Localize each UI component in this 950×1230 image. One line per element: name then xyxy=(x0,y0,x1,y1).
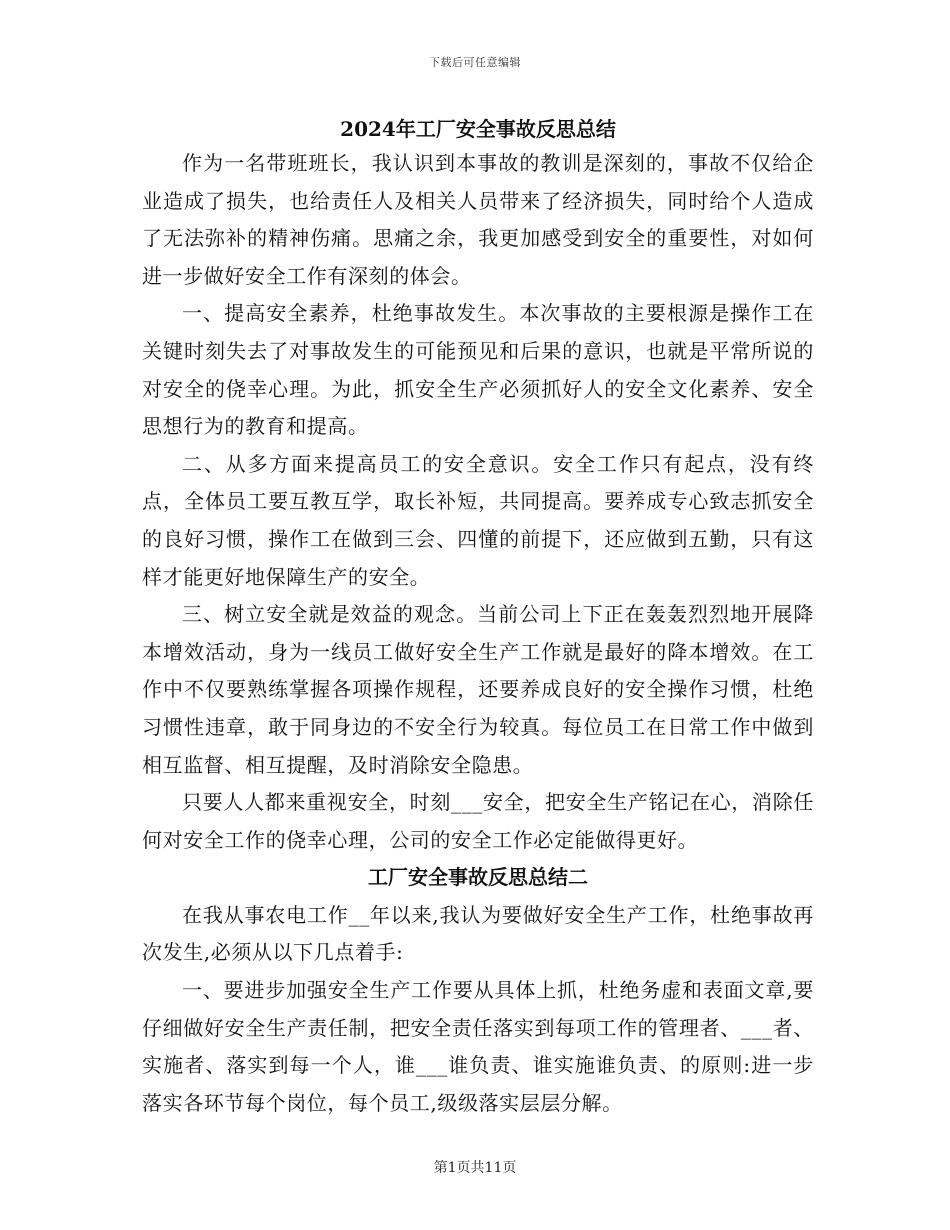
download-edit-note: 下载后可任意编辑 xyxy=(429,56,521,69)
section-2-paragraph-point-1: 一、要进步加强安全生产工作要从具体上抓，杜绝务虚和表面文章,要仔细做好安全生产责任制，把安全责任落实到每项工作的管理者、___者、实施者、落实到每一个人，谁___谁负责、谁实施谁负责、的原则:进一步落实各环节每个岗位，每个员工,级级落实层层分解。 xyxy=(142,978,814,1115)
paragraph-intro: 作为一名带班班长，我认识到本事故的教训是深刻的，事故不仅给企业造成了损失，也给责任人及相关人员带来了经济损失，同时给个人造成了无法弥补的精神伤痛。思痛之余，我更加感受到安全的重要性，对如何进一步做好安全工作有深刻的体会。 xyxy=(142,151,814,288)
paragraph-point-1: 一、提高安全素养，杜绝事故发生。本次事故的主要根源是操作工在关键时刻失去了对事故发生的可能预见和后果的意识，也就是平常所说的对安全的侥幸心理。为此，抓安全生产必须抓好人的安全文化素养、安全思想行为的教育和提高。 xyxy=(142,301,814,439)
section-2-paragraph-intro: 在我从事农电工作__年以来,我认为要做好安全生产工作，杜绝事故再次发生,必须从以下几点着手: xyxy=(142,902,814,965)
document-title: 2024年工厂安全事故反思总结 xyxy=(340,117,616,141)
section-2-title: 工厂安全事故反思总结二 xyxy=(368,865,588,890)
document-body xyxy=(142,113,814,1122)
paragraph-conclusion: 只要人人都来重视安全，时刻___安全，把安全生产铭记在心，消除任何对安全工作的侥幸心理，公司的安全工作必定能做得更好。 xyxy=(142,790,814,852)
paragraph-point-3: 三、树立安全就是效益的观念。当前公司上下正在轰轰烈烈地开展降本增效活动，身为一线员工做好安全生产工作就是最好的降本增效。在工作中不仅要熟练掌握各项操作规程，还要养成良好的安全操作习惯，杜绝习惯性违章，敢于同身边的不安全行为较真。每位员工在日常工作中做到相互监督、相互提醒，及时消除安全隐患。 xyxy=(142,602,814,777)
paragraph-point-2: 二、从多方面来提高员工的安全意识。安全工作只有起点，没有终点，全体员工要互教互学，取长补短，共同提高。要养成专心致志抓安全的良好习惯，操作工在做到三会、四懂的前提下，还应做到五勤，只有这样才能更好地保障生产的安全。 xyxy=(142,451,814,589)
page-number: 第1页共11页 xyxy=(433,1160,517,1176)
